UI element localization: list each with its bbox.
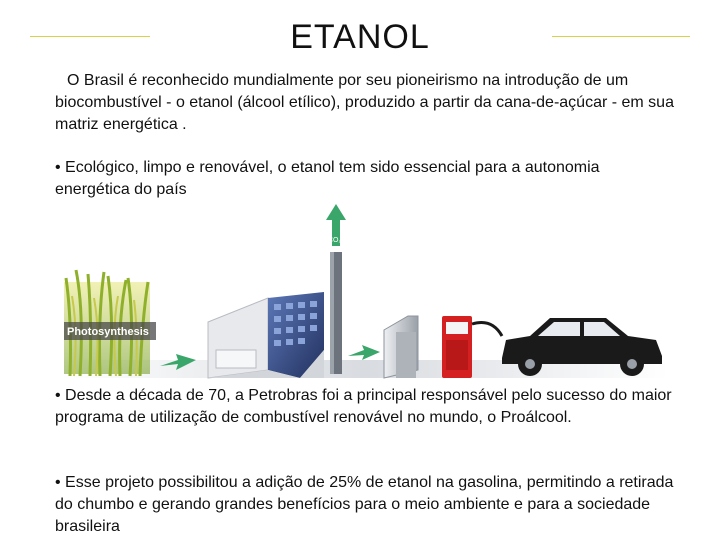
co2-label: CO₂ (328, 237, 342, 244)
page-title: ETANOL (290, 18, 430, 56)
bullet-petrobras: • Desde a década de 70, a Petrobras foi a principal responsável pelo sucesso do maior programa de utilização de combustível renovável no mundo, o Proálcool. (55, 387, 672, 426)
factory-icon (208, 292, 324, 378)
ethanol-cycle-illustration (62, 200, 668, 382)
title-rule-right (552, 36, 690, 37)
factory-to-tank-arrow (348, 345, 380, 360)
intro-paragraph: O Brasil é reconhecido mundialmente por seu pioneirismo na introdução de um biocombustível - o etanol (álcool etílico), produzido a partir da cana-de-açúcar - em sua matriz energética . (55, 72, 674, 133)
bullet-project: • Esse projeto possibilitou a adição de 25% de etanol na gasolina, permitindo a retirada do chumbo e gerando grandes benefícios para o meio ambiente e para a sociedade brasileira (55, 474, 674, 535)
co2-up-arrow (326, 204, 346, 246)
storage-tank-icon (384, 316, 418, 378)
photosynthesis-label: Photosynthesis (67, 326, 149, 338)
bullet-ecological: • Ecológico, limpo e renovável, o etanol tem sido essencial para a autonomia energética do país (55, 159, 600, 198)
smokestack-icon (330, 252, 342, 374)
sugarcane-icon (64, 270, 156, 376)
